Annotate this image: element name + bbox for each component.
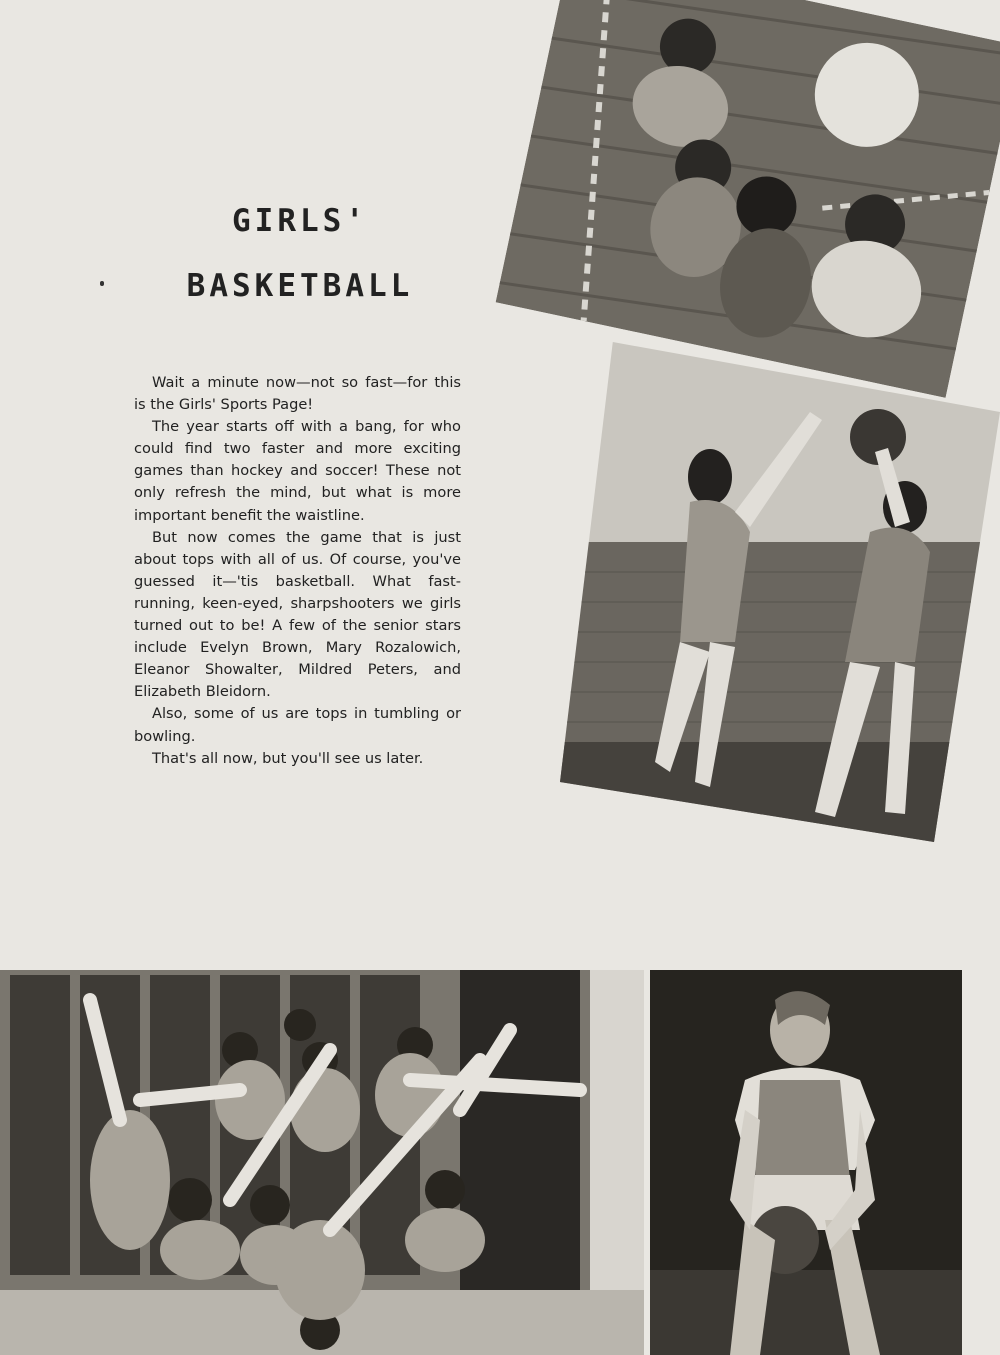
article-body [134, 372, 461, 770]
photo-jump-ball [560, 342, 1000, 842]
photo-tumbling-group [0, 970, 644, 1355]
article-paragraph: But now comes the game that is just about tops with all of us. Of course, you've guessed it—'tis basketball. What fast-running, keen-eyed, sharpshooters we girls turned out to be! A few of the senior stars include Evelyn Brown, Mary Rozalowich, Eleanor Showalter, Mildred Peters, and Elizabeth Bleidorn. [134, 528, 461, 701]
article-paragraph: The year starts off with a bang, for who could find two faster and more exciting games than hockey and soccer! These not only refresh the mind, but what is more important benefit the waistline. [134, 418, 461, 524]
article-paragraph: That's all now, but you'll see us later. [152, 749, 424, 767]
page-title-line1: GIRLS' [232, 203, 368, 239]
page-title-line2: BASKETBALL [186, 268, 414, 304]
article-paragraph: Wait a minute now—not so fast—for this is the Girls' Sports Page! [134, 374, 461, 414]
photo-overhead-players [496, 0, 1000, 398]
print-speck [100, 281, 104, 286]
article-paragraph: Also, some of us are tops in tumbling or bowling. [134, 705, 461, 745]
photo-player-with-ball [650, 970, 962, 1355]
